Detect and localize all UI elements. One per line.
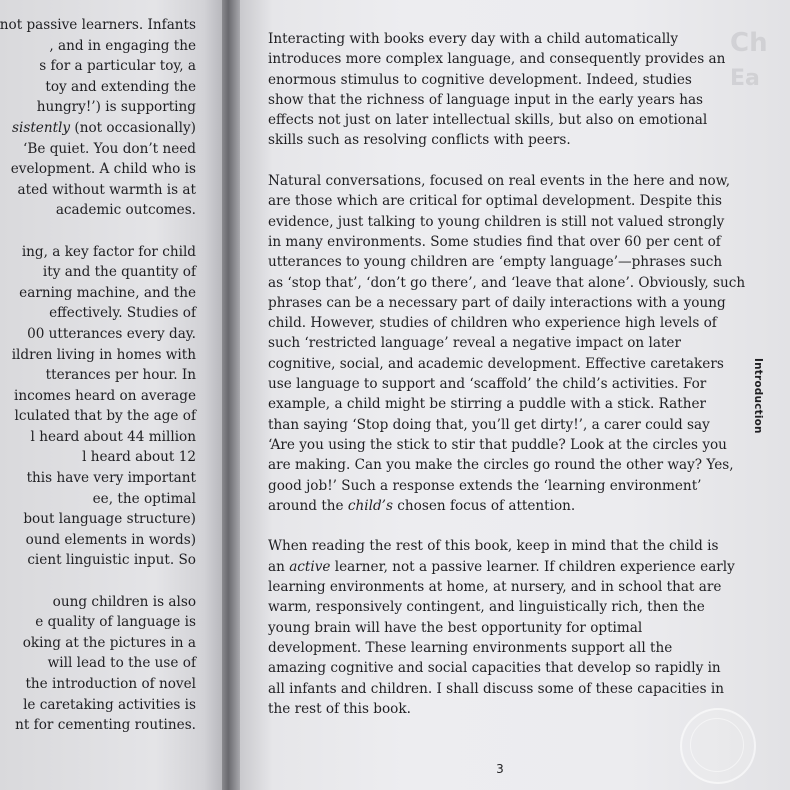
text-line: l heard about 12	[82, 449, 196, 466]
text-line: bout language structure)	[23, 511, 196, 528]
text-line: tterances per hour. In	[45, 367, 196, 384]
italic-text: sistently	[12, 119, 71, 136]
text-line: are those which are critical for optimal development. Despite this	[268, 193, 722, 210]
text-line: nt for cementing routines.	[15, 717, 196, 734]
text-line: l heard about 44 million	[30, 428, 196, 445]
text-line: young brain will have the best opportunity for optimal	[268, 619, 643, 636]
left-page	[0, 0, 222, 790]
text-line: use language to support and ‘scaffold’ the child’s activities. For	[268, 376, 707, 393]
text-line: enormous stimulus to cognitive development. Indeed, studies	[268, 71, 692, 88]
italic-text: active	[289, 558, 331, 575]
watermark-seal	[680, 708, 756, 784]
text-line: sistently (not occasionally)	[12, 119, 196, 136]
text-line: lculated that by the age of	[14, 408, 196, 425]
text-line: ‘Are you using the stick to stir that puddle? Look at the circles you	[268, 436, 727, 453]
text-line: amazing cognitive and social capacities that develop so rapidly in	[268, 660, 721, 677]
paragraph-gap	[0, 221, 196, 242]
text-line: oking at the pictures in a	[22, 634, 196, 651]
text-line: earning machine, and the	[19, 284, 196, 301]
text-line: cient linguistic input. So	[27, 552, 196, 569]
text-line: this have very important	[26, 470, 196, 487]
text-line: le caretaking activities is	[23, 696, 196, 713]
text-line: show that the richness of language input in the early years has	[268, 91, 704, 108]
right-page-text	[268, 29, 748, 739]
text-line: When reading the rest of this book, keep in mind that the child is	[268, 538, 719, 555]
text-line: in many environments. Some studies find that over 60 per cent of	[268, 233, 721, 250]
text-line: learning environments at home, at nursery, and in school that are	[268, 579, 722, 596]
text-line: skills such as resolving conflicts with peers.	[268, 132, 571, 149]
text-line: the rest of this book.	[268, 700, 411, 717]
paragraph	[268, 171, 748, 516]
text-line: example, a child might be stirring a puddle with a stick. Rather	[268, 396, 707, 413]
text-line: incomes heard on average	[14, 387, 196, 404]
text-line: such ‘restricted language’ reveal a negative impact on later	[268, 335, 681, 352]
text-line: child. However, studies of children who experience high levels of	[268, 315, 717, 332]
text-line: ated without warmth is at	[17, 181, 196, 198]
text-line: 00 utterances every day.	[27, 325, 196, 342]
text-line: good job!’ Such a response extends the ‘learning environment’	[268, 477, 702, 494]
text-line: an active learner, not a passive learner. If children experience early	[268, 558, 735, 575]
text-line: ‘Be quiet. You don’t need	[23, 140, 196, 157]
paragraph-gap	[0, 571, 196, 592]
text-line: ee, the optimal	[92, 490, 196, 507]
text-line: e quality of language is	[35, 614, 196, 631]
text-line: cognitive, social, and academic development. Effective caretakers	[268, 355, 724, 372]
text-line: toy and extending the	[45, 78, 196, 95]
text-line: phrases can be a necessary part of daily interactions with a young	[268, 294, 726, 311]
text-line: than saying ‘Stop doing that, you’ll get dirty!’, a carer could say	[268, 416, 710, 433]
show-through-text: Ea	[730, 66, 760, 91]
text-line: introduces more complex language, and consequently provides an	[268, 51, 726, 68]
text-line: ing, a key factor for child	[21, 243, 196, 260]
text-line: oung children is also	[52, 593, 196, 610]
text-line: warm, responsively contingent, and linguistically rich, then the	[268, 599, 705, 616]
show-through-text: Ch	[730, 28, 768, 58]
text-line: development. These learning environments support all the	[268, 639, 673, 656]
text-line: utterances to young children are ‘empty language’—phrases such	[268, 254, 723, 271]
text-line: Natural conversations, focused on real events in the here and now,	[268, 173, 731, 190]
text-line: , and in engaging the	[49, 37, 196, 54]
book-gutter	[222, 0, 240, 790]
running-head: Introduction	[752, 358, 764, 434]
text-line: not passive learners. Infants	[0, 17, 196, 33]
text-line: effectively. Studies of	[49, 305, 196, 322]
text-line: around the child’s chosen focus of attention.	[268, 497, 576, 514]
paragraph	[268, 536, 748, 719]
text-line: the introduction of novel	[25, 676, 196, 692]
text-line: all infants and children. I shall discuss some of these capacities in	[268, 680, 724, 697]
left-page-text	[0, 15, 196, 736]
text-line: as ‘stop that’, ‘don’t go there’, and ‘leave that alone’. Obviously, such	[268, 274, 746, 291]
text-line: ity and the quantity of	[42, 264, 196, 281]
text-line: Interacting with books every day with a child automatically	[268, 31, 679, 47]
paragraph	[268, 29, 748, 151]
text-line: are making. Can you make the circles go round the other way? Yes,	[268, 457, 734, 474]
text-line: academic outcomes.	[55, 202, 196, 219]
text-line: evidence, just talking to young children is still not valued strongly	[268, 213, 725, 230]
italic-text: child’s	[347, 497, 393, 514]
page-number: 3	[496, 762, 504, 776]
text-line: hungry!’) is supporting	[36, 99, 196, 116]
right-page	[240, 0, 790, 790]
text-line: s for a particular toy, a	[39, 58, 196, 75]
text-line: evelopment. A child who is	[10, 161, 196, 178]
text-line: effects not just on later intellectual skills, but also on emotional	[268, 112, 708, 129]
text-line: ound elements in words)	[25, 531, 196, 548]
text-line: ildren living in homes with	[11, 346, 196, 363]
text-line: will lead to the use of	[47, 655, 196, 672]
